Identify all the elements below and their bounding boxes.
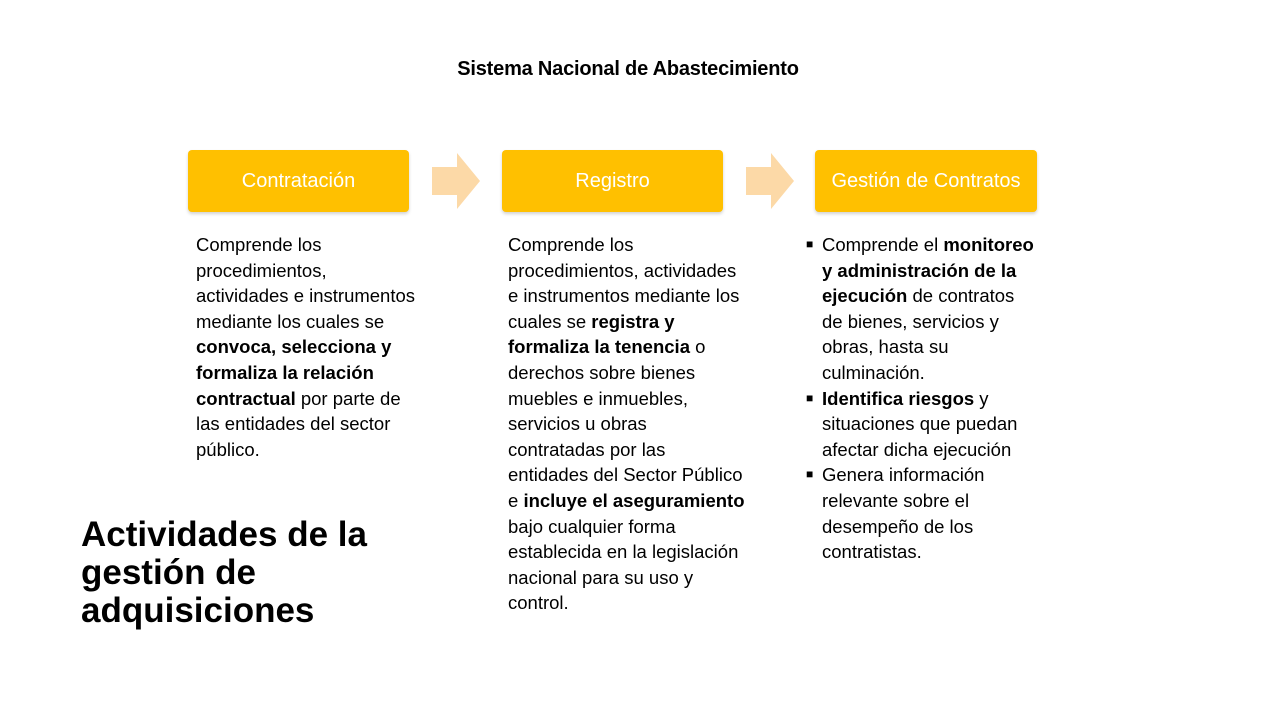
bullet-segment: Genera información relevante sobre el desempeño de los contratistas. [822, 464, 985, 563]
description-text [196, 232, 420, 462]
step-label-registro: Registro [575, 169, 650, 192]
step-box-registro [502, 150, 723, 212]
section-title [81, 516, 421, 630]
step-label-gestion-contratos: Gestión de Contratos [831, 169, 1021, 192]
description-segment: Comprende los procedimientos, actividades e instrumentos mediante los cuales se [508, 234, 740, 332]
section-title-line: adquisiciones [81, 591, 315, 630]
description-bold-segment: convoca, selecciona y formaliza la relación contractual [196, 336, 392, 409]
square-bullet-icon: ■ [806, 390, 814, 405]
step-box-contratacion [188, 150, 409, 212]
right-arrow-icon [746, 153, 794, 209]
bullet-bold-segment: monitoreo y administración de la ejecución [822, 234, 1034, 307]
step-box-gestion-contratos [815, 150, 1037, 212]
slide-title: Sistema Nacional de Abastecimiento [457, 58, 799, 80]
description-gestion-contratos [806, 232, 1038, 565]
description-segment: bajo cualquier forma establecida en la legislación nacional para su uso y control. [508, 515, 739, 614]
description-text [508, 232, 748, 616]
description-registro [508, 232, 748, 616]
description-segment: o derechos sobre bienes muebles e inmuebles, servicios u obras contratadas por las entidades del Sector Público e [508, 336, 743, 511]
bullet-segment: de contratos de bienes, servicios y obras, hasta su culminación. [822, 285, 1015, 383]
step-label-contratacion: Contratación [241, 169, 356, 192]
bullet-item [806, 462, 1038, 564]
square-bullet-icon: ■ [806, 237, 814, 251]
description-segment: Comprende los procedimientos, actividades e instrumentos mediante los cuales se [196, 234, 416, 332]
description-contratacion [196, 232, 420, 462]
square-bullet-icon: ■ [806, 467, 814, 482]
description-segment: por parte de las entidades del sector público. [196, 387, 401, 460]
bullet-segment: y situaciones que puedan afectar dicha ejecución [822, 387, 1018, 460]
bullet-bold-segment: Identifica riesgos [822, 387, 975, 409]
section-title-line: gestión de [81, 553, 257, 592]
bullet-segment: Comprende el [822, 234, 944, 255]
right-arrow-icon [432, 153, 480, 209]
section-title-line: Actividades de la [81, 515, 367, 554]
bullet-list [806, 232, 1038, 565]
description-bold-segment: registra y formaliza la tenencia [508, 310, 690, 358]
bullet-item [806, 232, 1038, 386]
description-bold-segment: incluye el aseguramiento [523, 489, 745, 511]
bullet-item [806, 386, 1038, 463]
